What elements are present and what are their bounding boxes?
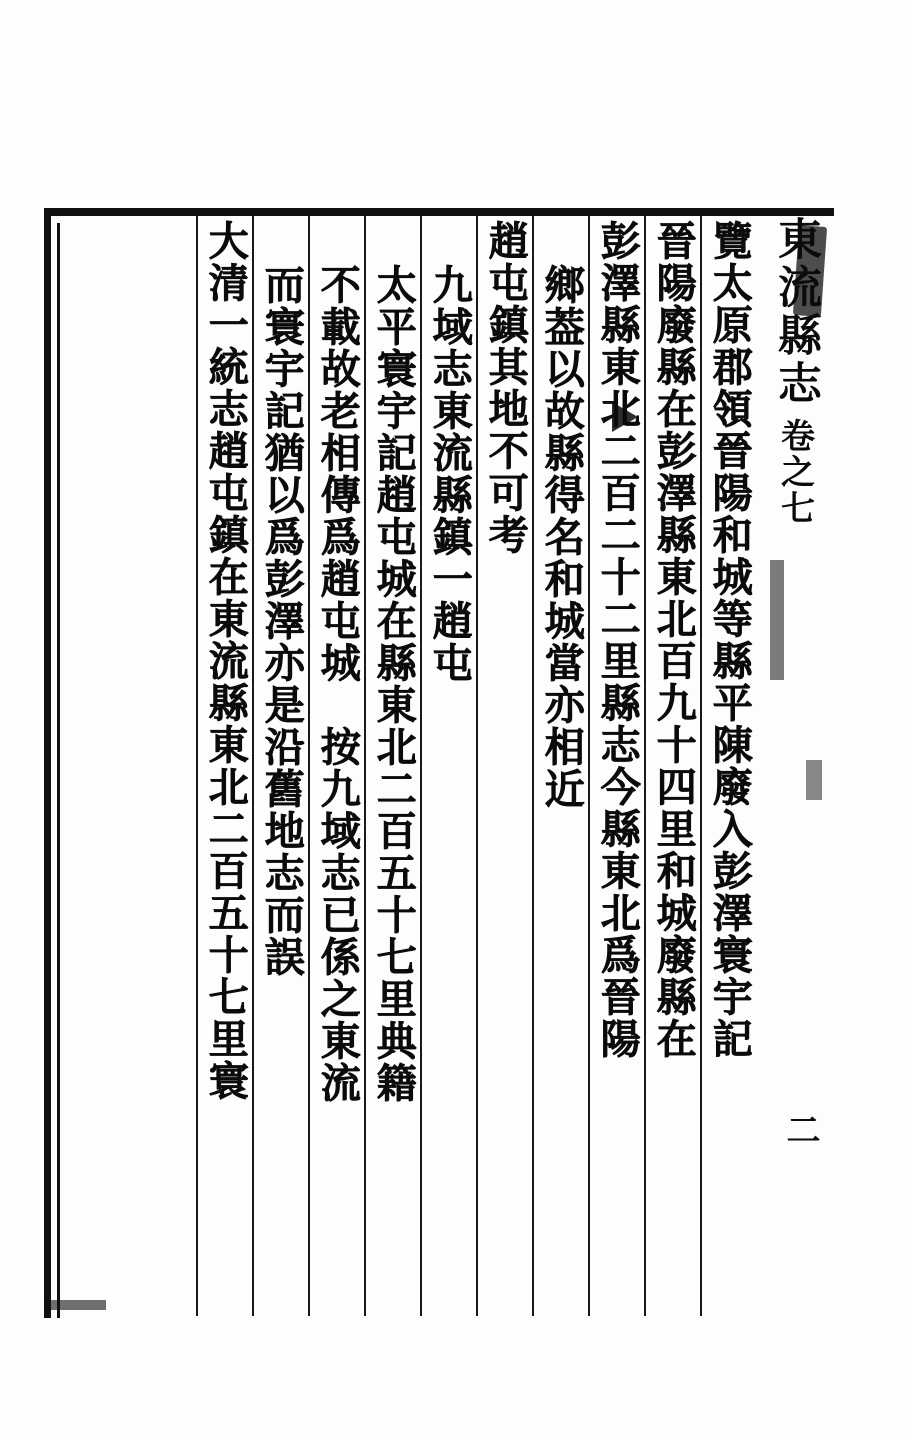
book-title: 東流縣志 (770, 216, 821, 408)
vertical-text-area (44, 216, 834, 1318)
text-column (476, 216, 532, 1316)
column-text: 覽太原郡領晉陽和城等縣平陳廢入彭澤寰宇記 (706, 220, 754, 1060)
column-text: 不載故老相傳爲趙屯城 按九域志已係之東流 (314, 264, 362, 1104)
text-column (252, 216, 308, 1316)
text-column (308, 216, 364, 1316)
text-column (532, 216, 588, 1316)
column-text: 趙屯鎮其地不可考 (482, 220, 530, 556)
text-column (588, 216, 644, 1316)
text-column (196, 216, 252, 1316)
column-text: 太平寰宇記趙屯城在縣東北二百五十七里典籍 (370, 264, 418, 1104)
column-text: 彭澤縣東北二百二十二里縣志今縣東北爲晉陽 (594, 220, 642, 1060)
text-column (644, 216, 700, 1316)
column-text: 而寰宇記猶以爲彭澤亦是沿舊地志而誤 (258, 264, 306, 978)
text-column (420, 216, 476, 1316)
text-column (700, 216, 756, 1316)
folio-number: 二 (780, 1112, 820, 1146)
column-text: 晉陽廢縣在彭澤縣東北百九十四里和城廢縣在 (650, 220, 698, 1060)
juan-label: 卷之七 (774, 418, 815, 526)
column-text: 大清一統志趙屯鎮在東流縣東北二百五十七里寰 (202, 220, 250, 1102)
column-text: 鄉葢以故縣得名和城當亦相近 (538, 264, 586, 810)
column-text: 九域志東流縣鎮一趙屯 (426, 264, 474, 684)
text-column (364, 216, 420, 1316)
page-header-column (756, 216, 834, 1316)
